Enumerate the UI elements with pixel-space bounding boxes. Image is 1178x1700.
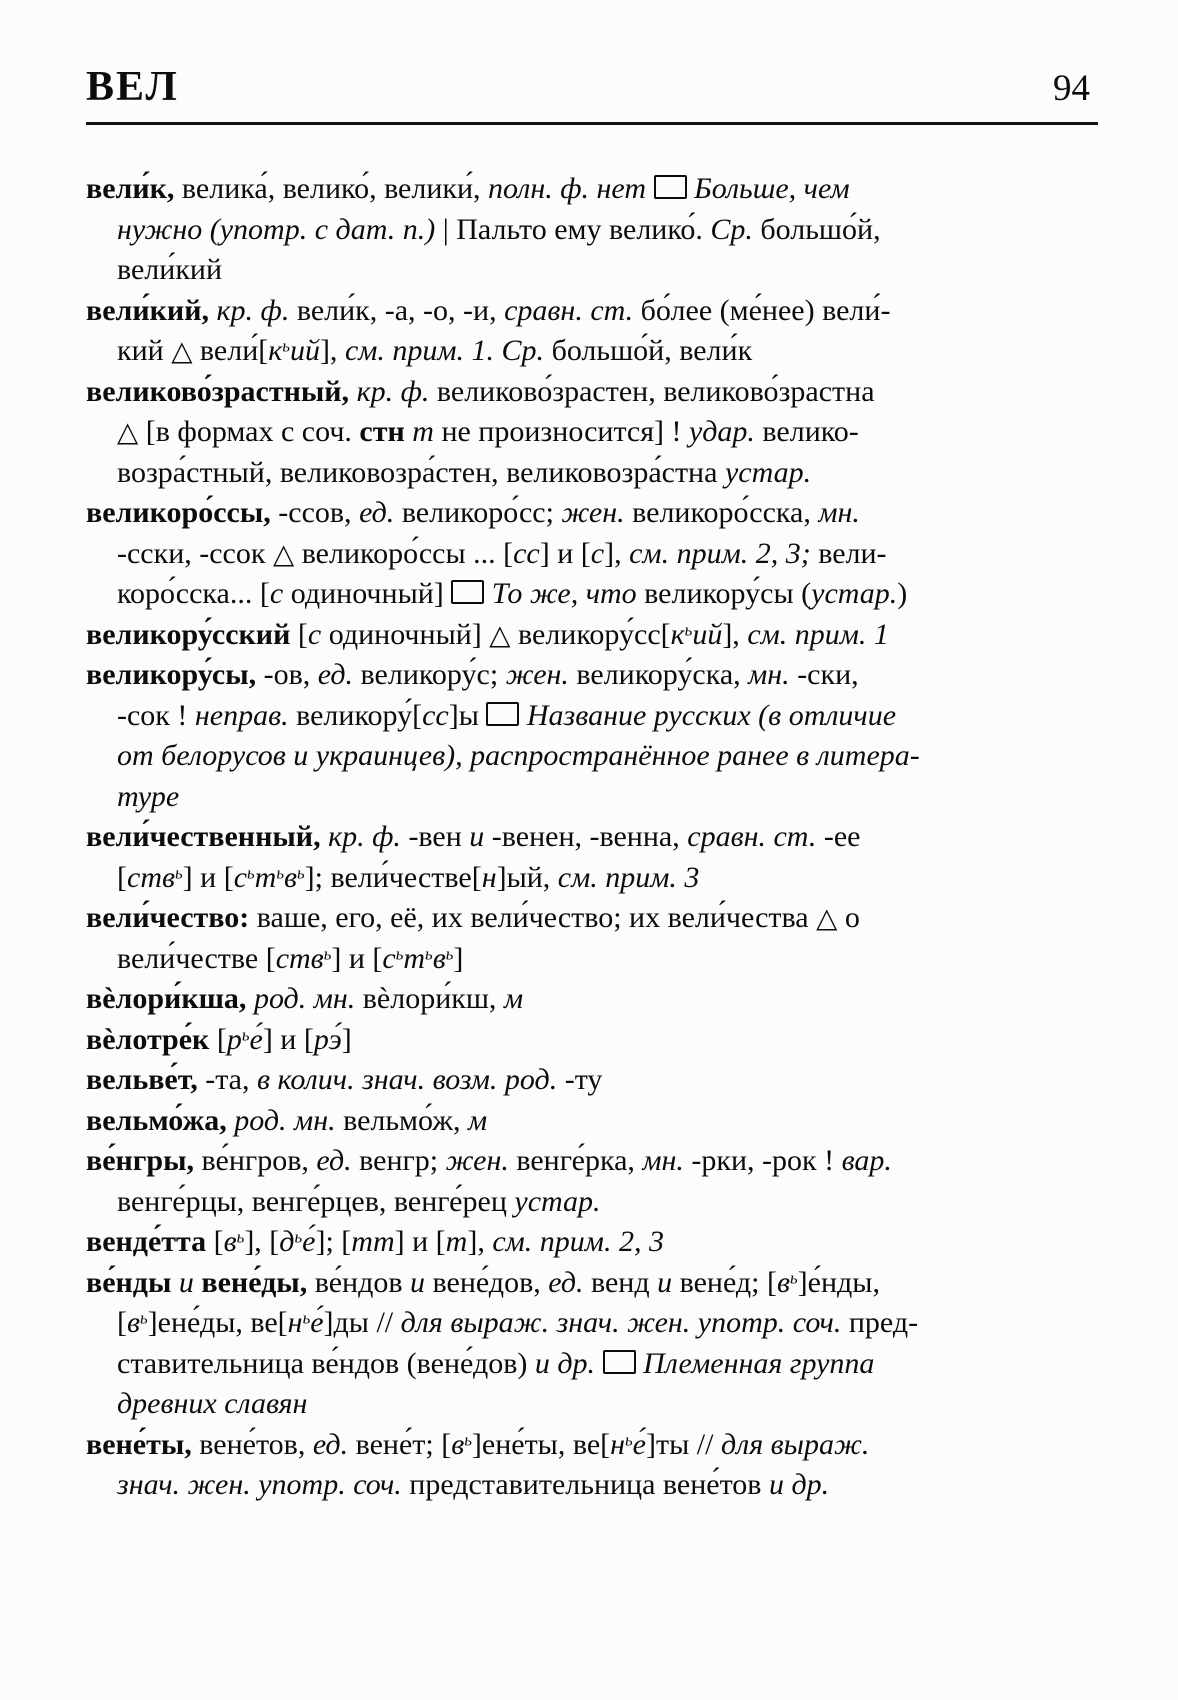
dictionary-entry	[86, 1222, 1098, 1263]
entry-line: вели́чественный, кр. ф. -вен и -венен, -венна, сравн. ст. -ее	[86, 820, 861, 853]
definition-square-icon	[486, 702, 519, 726]
dictionary-entry	[86, 1101, 1098, 1142]
entry-line: венде́тта $[в^ь]$, $[д^ье́]$; [тт] и [т], см. прим. 2, 3	[86, 1225, 664, 1258]
triangle-marker-icon: △	[489, 617, 511, 651]
section-header: ВЕЛ	[86, 64, 179, 110]
definition-square-icon	[603, 1350, 636, 1374]
dictionary-entry	[86, 372, 1098, 494]
entry-line: вели́чество: ваше, его, её, их вели́чество; их вели́чества △ о	[86, 901, 860, 934]
dictionary-entry	[86, 493, 1098, 615]
dictionary-entry	[86, 1263, 1098, 1425]
dictionary-entry	[86, 817, 1098, 898]
dictionary-entry	[86, 169, 1098, 291]
entry-line: знач. жен. употр. соч. представительница вене́тов и др.	[117, 1468, 830, 1501]
entry-line: великору́сы, -ов, ед. великору́с; жен. великору́ска, мн. -ски,	[86, 658, 859, 691]
entry-line: вели́к, велика́, велико́, велики́, полн. ф. нет Больше, чем	[86, 172, 850, 205]
entry-line: венге́рцы, венге́рцев, венге́рец устар.	[117, 1184, 601, 1218]
entry-line: вели́кий	[117, 253, 223, 286]
definition-square-icon	[654, 175, 687, 199]
entry-line: ве́нгры, ве́нгров, ед. венгр; жен. венге́рка, мн. -рки, -рок ! вар.	[86, 1144, 892, 1177]
entry-line: △ [в формах с соч. стн т не произносится] ! удар. велико-	[117, 415, 859, 448]
entry-line: нужно (употр. с дат. п.) | Пальто ему велико́. Ср. большо́й,	[117, 212, 881, 246]
triangle-marker-icon: △	[171, 334, 193, 367]
entry-line: коро́сска... [с одиночный] То же, что великору́сы (устар.)	[117, 577, 908, 610]
entry-line: возра́стный, великовозра́стен, великовозра́стна устар.	[117, 455, 812, 489]
entry-line: древних славян	[117, 1387, 308, 1420]
triangle-marker-icon: △	[117, 415, 139, 448]
entry-line: вѐлотре́к $[р^ье́]$ и [рэ́]	[86, 1022, 352, 1056]
entry-line: от белорусов и украинцев), распространённое ранее в литера-	[117, 739, 920, 772]
entry-line: кий △ $вели́[к^ьий]$, см. прим. 1. Ср. большо́й, вели́к	[117, 334, 753, 367]
dictionary-entry	[86, 1060, 1098, 1101]
dictionary-entry	[86, 898, 1098, 979]
page-number: 94	[1053, 68, 1090, 109]
entry-line: вене́ты, вене́тов, ед. вене́т; $[в^ь]ене́ты$, $ве[н^ье́]ты$ // для выраж.	[86, 1427, 870, 1461]
entry-line: вельве́т, -та, в колич. знач. возм. род. -ту	[86, 1063, 603, 1096]
entry-line: великоро́ссы, -ссов, ед. великоро́сс; жен. великоро́сска, мн.	[86, 496, 860, 529]
dictionary-entry	[86, 291, 1098, 372]
entry-line: великово́зрастный, кр. ф. великово́зрастен, великово́зрастна	[86, 374, 875, 408]
triangle-marker-icon: △	[272, 536, 295, 570]
header-rule	[86, 122, 1098, 125]
entry-line: вельмо́жа, род. мн. вельмо́ж, м	[86, 1103, 488, 1137]
entry-line: туре	[117, 779, 180, 813]
entries-list	[86, 169, 1098, 1506]
entry-line: -сски, -ссок △ великоро́ссы ... [сс] и [с], см. прим. 2, 3; вели-	[117, 536, 887, 570]
entry-line: вѐлори́кша, род. мн. вѐлори́кш, м	[86, 982, 524, 1015]
dictionary-entry	[86, 1141, 1098, 1222]
entry-line: [ств$^ь$] и $[с^ьт^ьв^ь]$; вели́честве[н]ый, см. прим. 3	[117, 860, 700, 894]
entry-line: ставительница ве́ндов (вене́дов) и др. Племенная группа	[117, 1346, 875, 1380]
definition-square-icon	[451, 580, 484, 604]
entry-line: $[в^ь]ене́ды$, $ве[н^ье́]ды$ // для выраж. знач. жен. употр. соч. пред-	[117, 1306, 919, 1339]
dictionary-entry	[86, 655, 1098, 817]
page-header	[86, 66, 1098, 108]
triangle-marker-icon: △	[816, 901, 838, 934]
dictionary-entry	[86, 979, 1098, 1020]
entry-line: вели́честве [ств$^ь$] и $[с^ьт^ьв^ь]$	[117, 941, 464, 975]
entry-line: великору́сский [с одиночный] △ $великору́сс[к^ьий]$, см. прим. 1	[86, 617, 889, 651]
entry-line: ве́нды и вене́ды, ве́ндов и вене́дов, ед. венд и вене́д; $[в^ь]е́нды$,	[86, 1265, 880, 1299]
entry-line: -сок ! неправ. великору́[сс]ы Название русских (в отличие	[117, 698, 897, 732]
dictionary-entry	[86, 615, 1098, 656]
entry-line: вели́кий, кр. ф. вели́к, -а, -о, -и, сравн. ст. бо́лее (ме́нее) вели́-	[86, 293, 891, 327]
dictionary-entry	[86, 1425, 1098, 1506]
dictionary-entry	[86, 1020, 1098, 1061]
